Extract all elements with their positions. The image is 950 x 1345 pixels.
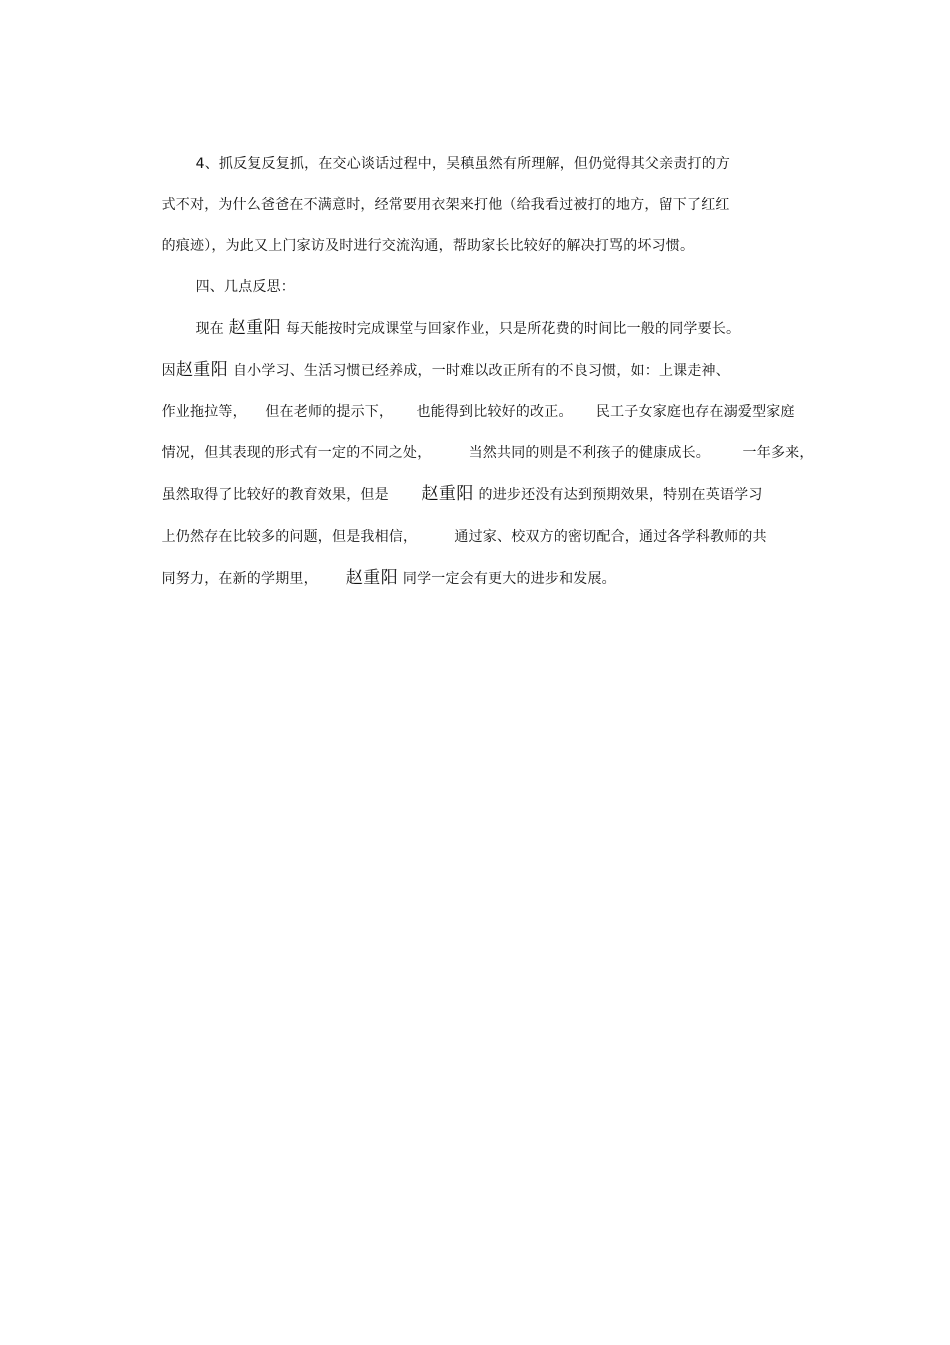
student-name: 赵重阳 — [175, 360, 229, 380]
line-9-text-b: 的进步还没有达到预期效果，特别在英语学习 — [473, 487, 763, 503]
text-line-11 — [143, 548, 616, 609]
student-name: 赵重阳 — [421, 484, 474, 504]
line-5-text-a: 现在 — [195, 321, 229, 337]
section-heading-text: 四、几点反思： — [195, 279, 296, 295]
line-2-text: 式不对，为什么爸爸在不满意时，经常要用衣架来打他（给我看过被打的地方，留下了红红 — [161, 197, 730, 213]
line-11-text-a: 同努力，在新的学期里， — [161, 571, 346, 587]
line-10-text: 上仍然存在比较多的问题，但是我相信， 通过家、校双方的密切配合，通过各学科教师的共 — [161, 529, 767, 545]
line-7-text: 作业拖拉等， 但在老师的提示下， 也能得到比较好的改正。 民工子女家庭也存在溺爱型家庭 — [161, 404, 795, 420]
student-name: 赵重阳 — [345, 568, 399, 588]
line-6-text-b: 自小学习、生活习惯已经养成，一时难以改正所有的不良习惯，如：上课走神、 — [228, 363, 730, 379]
line-3-text: 的痕迹），为此又上门家访及时进行交流沟通，帮助家长比较好的解决打骂的坏习惯。 — [161, 238, 695, 254]
student-name: 赵重阳 — [228, 318, 282, 338]
line-8-text: 情况，但其表现的形式有一定的不同之处， 当然共同的则是不利孩子的健康成长。 一年多来， — [161, 445, 814, 461]
line-1-text: 4、抓反复反复抓，在交心谈话过程中，吴稹虽然有所理解，但仍觉得其父亲责打的方 — [195, 156, 731, 172]
line-5-text-b: 每天能按时完成课堂与回家作业，只是所花费的时间比一般的同学要长。 — [281, 321, 741, 337]
line-9-text-a: 虽然取得了比较好的教育效果，但是 — [161, 487, 422, 503]
line-6-text-a: 因 — [161, 363, 176, 379]
line-11-text-b: 同学一定会有更大的进步和发展。 — [398, 571, 616, 587]
